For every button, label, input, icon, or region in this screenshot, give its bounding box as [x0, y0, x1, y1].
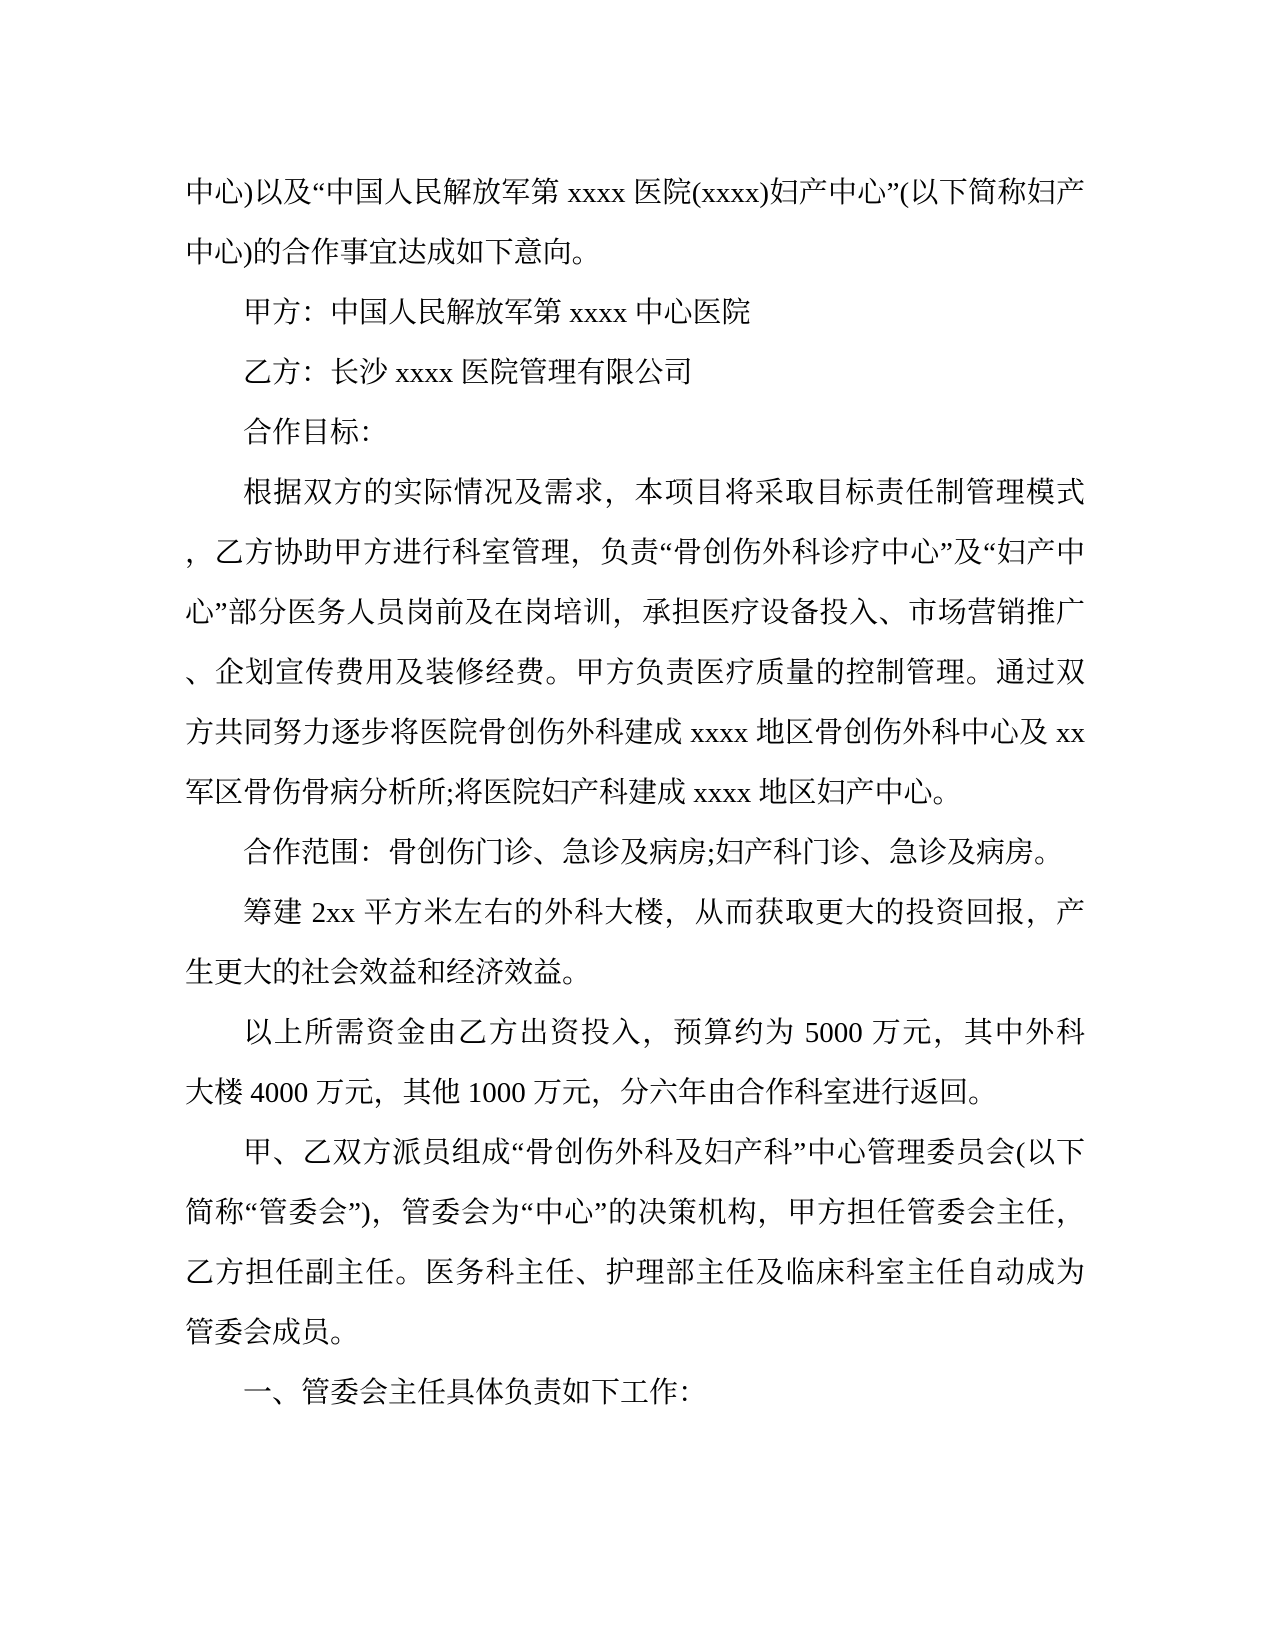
text-line: 、企划宣传费用及装修经费。甲方负责医疗质量的控制管理。通过双 — [185, 657, 1085, 689]
text-line: 心”部分医务人员岗前及在岗培训，承担医疗设备投入、市场营销推广 — [185, 597, 1085, 629]
text-line: 乙方：长沙 xxxx 医院管理有限公司 — [243, 357, 693, 389]
text-line: 甲、乙双方派员组成“骨创伤外科及妇产科”中心管理委员会(以下 — [243, 1137, 1085, 1169]
text-line: 军区骨伤骨病分析所;将医院妇产科建成 xxxx 地区妇产中心。 — [185, 777, 962, 809]
text-line: 中心)的合作事宜达成如下意向。 — [185, 237, 601, 269]
text-line: 乙方担任副主任。医务科主任、护理部主任及临床科室主任自动成为 — [185, 1257, 1085, 1289]
text-line: 合作范围：骨创伤门诊、急诊及病房;妇产科门诊、急诊及病房。 — [243, 837, 1064, 869]
text-line: 一、管委会主任具体负责如下工作： — [243, 1377, 708, 1409]
text-line: ，乙方协助甲方进行科室管理，负责“骨创伤外科诊疗中心”及“妇产中 — [185, 537, 1085, 569]
text-line: 方共同努力逐步将医院骨创伤外科建成 xxxx 地区骨创伤外科中心及 xx — [185, 717, 1085, 749]
text-line: 管委会成员。 — [185, 1317, 360, 1349]
text-line: 简称“管委会”)，管委会为“中心”的决策机构，甲方担任管委会主任， — [185, 1197, 1085, 1229]
text-line: 合作目标： — [243, 417, 389, 449]
text-line: 大楼 4000 万元，其他 1000 万元，分六年由合作科室进行返回。 — [185, 1077, 998, 1109]
text-line: 筹建 2xx 平方米左右的外科大楼，从而获取更大的投资回报，产 — [243, 897, 1085, 929]
text-line: 根据双方的实际情况及需求，本项目将采取目标责任制管理模式 — [243, 477, 1085, 509]
document-body — [185, 163, 1085, 1423]
text-line: 甲方：中国人民解放军第 xxxx 中心医院 — [243, 297, 751, 329]
text-line: 中心)以及“中国人民解放军第 xxxx 医院(xxxx)妇产中心”(以下简称妇产 — [185, 177, 1085, 209]
text-line: 生更大的社会效益和经济效益。 — [185, 957, 592, 989]
text-line: 以上所需资金由乙方出资投入，预算约为 5000 万元，其中外科 — [243, 1017, 1085, 1049]
